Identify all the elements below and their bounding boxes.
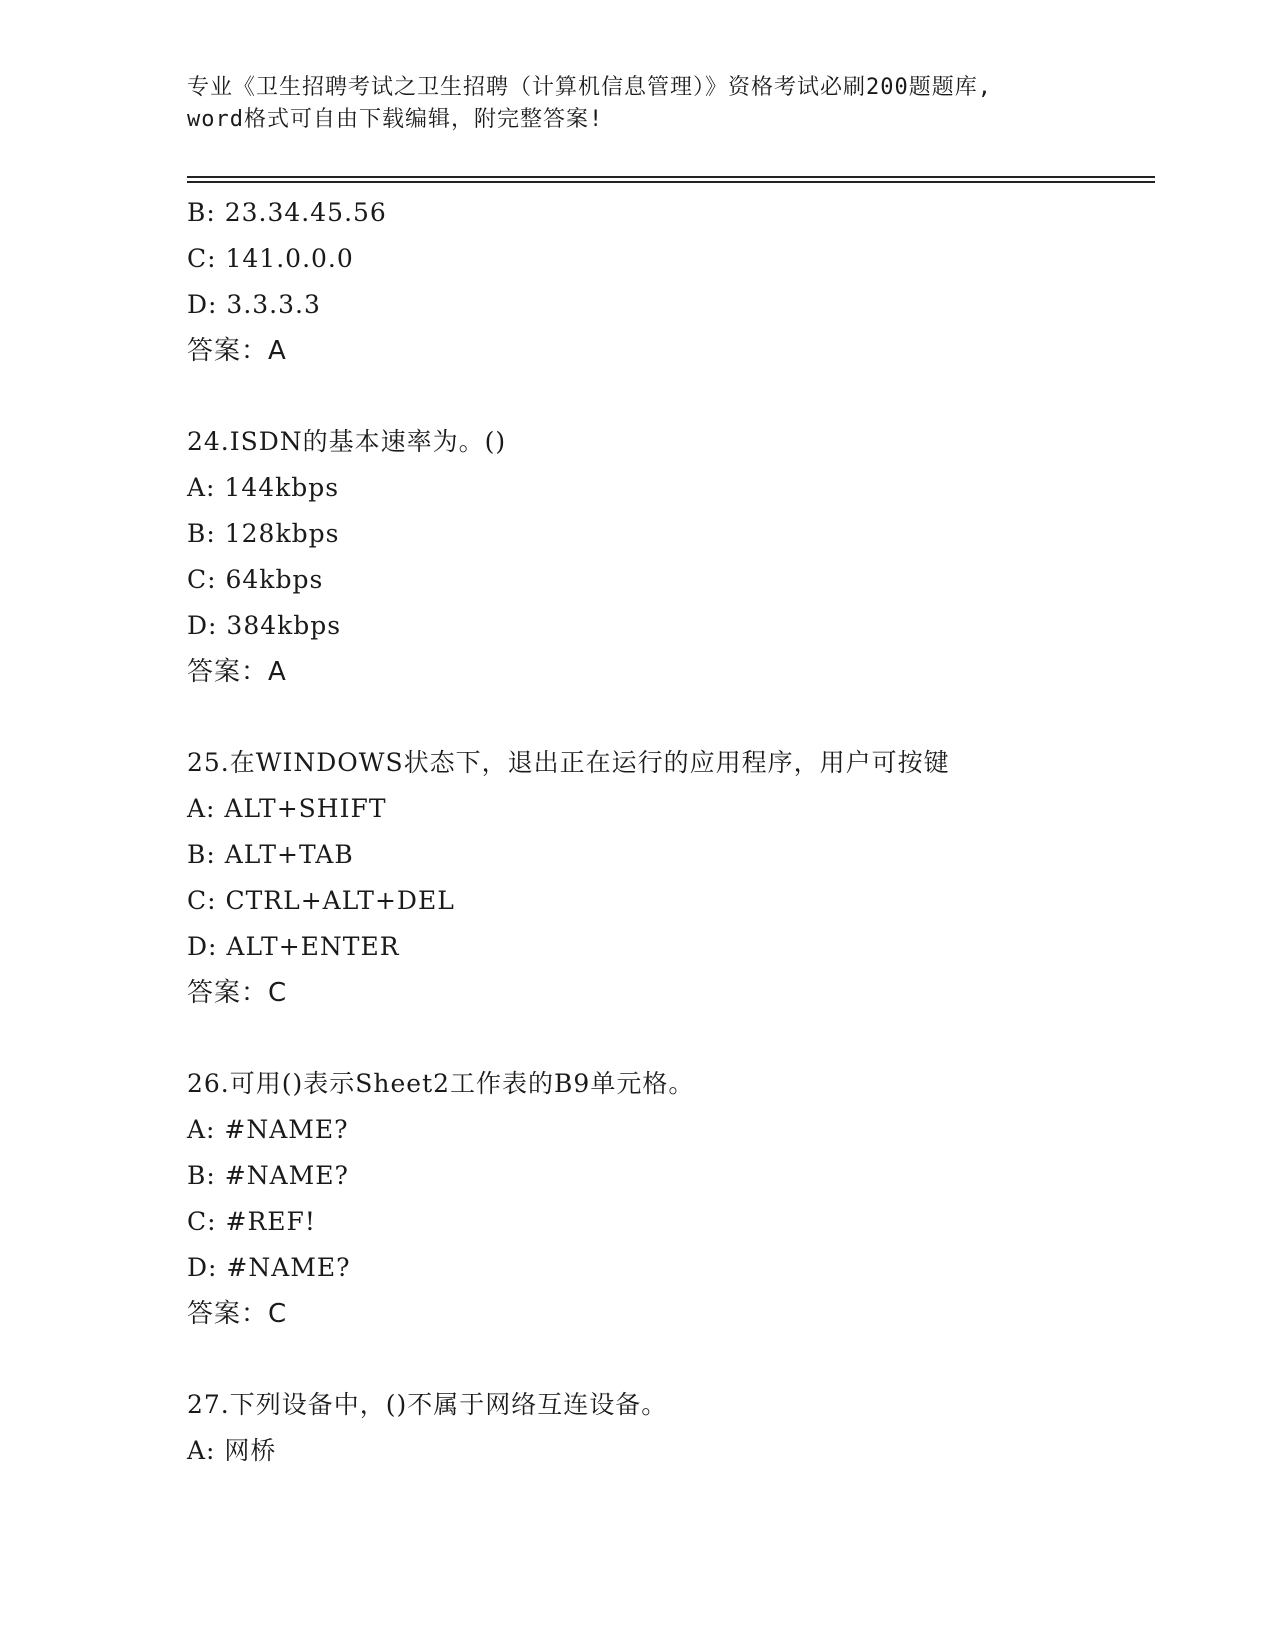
option-a: A: 144kbps: [187, 473, 340, 502]
option-c: C: CTRL+ALT+DEL: [187, 886, 455, 915]
spacer: [187, 695, 1155, 740]
question-block-24: [187, 419, 1155, 695]
option-d: D: #NAME?: [187, 1253, 351, 1282]
option-b: B: ALT+TAB: [187, 840, 354, 869]
option-c: C: 64kbps: [187, 565, 324, 594]
option-c: C: #REF!: [187, 1207, 316, 1236]
answer-line: 答案：A: [187, 336, 287, 366]
header-rule-top: [187, 176, 1155, 178]
option-d: D: 3.3.3.3: [187, 290, 321, 319]
question-text: 24.ISDN的基本速率为。(): [187, 427, 507, 456]
question-block-26: [187, 1061, 1155, 1337]
header-line-2: word格式可自由下载编辑，附完整答案!: [187, 107, 604, 132]
question-text: 25.在WINDOWS状态下，退出正在运行的应用程序，用户可按键: [187, 748, 950, 777]
header-line-1: 专业《卫生招聘考试之卫生招聘（计算机信息管理）》资格考试必刷200题题库,: [187, 75, 992, 100]
question-block-27: [187, 1382, 1155, 1474]
answer-line: 答案：C: [187, 1299, 288, 1329]
question-block-25: [187, 740, 1155, 1016]
option-a: A: ALT+SHIFT: [187, 794, 387, 823]
option-b: B: 128kbps: [187, 519, 340, 548]
question-text: 26.可用()表示Sheet2工作表的B9单元格。: [187, 1069, 695, 1098]
option-c: C: 141.0.0.0: [187, 244, 354, 273]
option-d: D: ALT+ENTER: [187, 932, 400, 961]
answer-line: 答案：C: [187, 978, 288, 1008]
question-block-partial: [187, 190, 1155, 374]
question-list: [187, 190, 1155, 1474]
document-header: [187, 72, 1087, 136]
spacer: [187, 1337, 1155, 1382]
answer-line: 答案：A: [187, 657, 287, 687]
option-a: A: #NAME?: [187, 1115, 349, 1144]
header-rule-bottom: [187, 181, 1155, 183]
spacer: [187, 374, 1155, 419]
option-a: A: 网桥: [187, 1436, 277, 1465]
spacer: [187, 1016, 1155, 1061]
option-b: B: #NAME?: [187, 1161, 349, 1190]
option-b: B: 23.34.45.56: [187, 198, 387, 227]
question-text: 27.下列设备中，()不属于网络互连设备。: [187, 1390, 668, 1419]
option-d: D: 384kbps: [187, 611, 342, 640]
